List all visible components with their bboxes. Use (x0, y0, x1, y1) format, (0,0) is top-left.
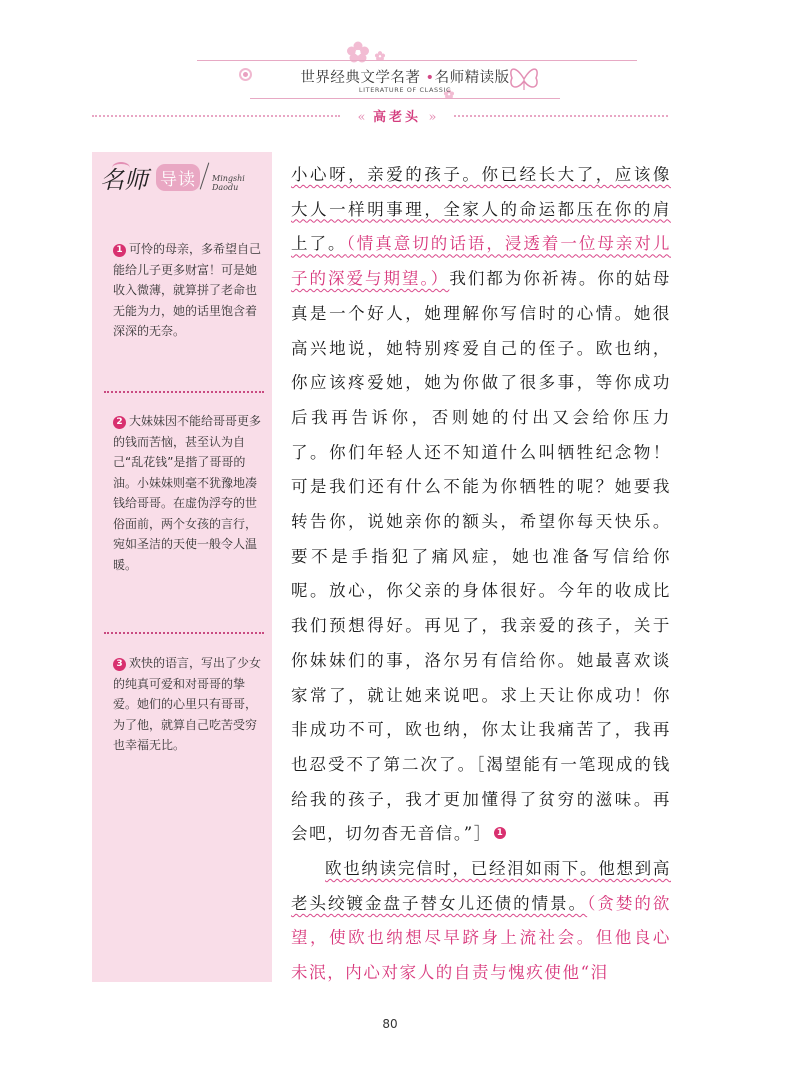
header-dotted-rule-left (92, 115, 340, 117)
note-number-badge: 3 (113, 658, 126, 671)
swirl-ornament-icon (112, 162, 130, 174)
header-rule-top (197, 60, 637, 61)
guide-note-3: 3 欢快的语言，写出了少女的纯真可爱和对哥哥的挚爱。她们的心里只有哥哥，为了他，就算自己吃苦受穷也幸福无比。 (113, 656, 262, 752)
underlined-text: 小心呀，亲爱的孩子。你已经长大了，应该像大人一样明事理，全家人的命运都压在你的肩上了。 (291, 165, 671, 254)
main-text (291, 158, 671, 991)
paragraph-narration (291, 852, 671, 991)
annotation-comment: （贪婪的欲望，使欧也纳想尽早跻身上流社会。但他良心未泯，内心对家人的自责与愧疚使他“泪 (291, 893, 672, 983)
series-title: 世界经典文学名著 •名师精读版 (300, 70, 510, 86)
note-divider (104, 632, 264, 634)
series-subtitle: LITERATURE OF CLASSIC (358, 86, 452, 94)
guide-note-2: 2 大妹妹因不能给哥哥更多的钱而苦恼，甚至认为自己“乱花钱”是揩了哥哥的油。小妹妹则毫不犹豫地凑钱给哥哥。在虚伪浮夸的世俗面前，两个女孩的言行，宛如圣洁的天使一般令人温暖。 (113, 414, 262, 572)
underlined-text: 欧也纳读完信时，已经泪如雨下。他想到高老头绞镀金盘子替女儿还债的情景。 (291, 859, 671, 913)
note-number-badge: 2 (113, 416, 126, 429)
circle-ornament-icon (239, 68, 252, 81)
paragraph-letter: 小心呀，亲爱的孩子。你已经长大了，应该像大人一样明事理，全家人的命运都压在你的肩上了。（情真意切的话语，浸透着一位母亲对儿子的深爱与期望。）我们都为你祈祷。你的姑母真是一个好人，她理解你写信时的心情。她很高兴地说，她特别疼爱自己的侄子。欧也纳，你应该疼爱她，她为你做了很多事，等你成功后我再告诉你，否则她的付出又会给你压力了。你们年轻人还不知道什么叫牺牲纪念物！可是我们还有什么不能为你牺牲的呢？她要我转告你，说她亲你的额头，希望你每天快乐。要不是手指犯了痛风症，她也准备写信给你呢。放心，你父亲的身体很好。今年的收成比我们预想得好。再见了，我亲爱的孩子，关于你妹妹们的事，洛尔另有信给你。她最喜欢谈家常了，就让她来说吧。求上天让你成功！你非成功不可，欧也纳，你太让我痛苦了，我再也忍受不了第二次了。［渴望能有一笔现成的钱给我的孩子，我才更加懂得了贫穷的滋味。再会吧，切勿杳无音信。”］ 1 (291, 165, 672, 844)
guide-heading: 名师 导读 Mingshi Daodu (100, 160, 272, 194)
page-number: 80 (382, 1017, 398, 1031)
guide-note-1: 1 可怜的母亲，多希望自己能给儿子更多财富！可是她收入微薄，就算拼了老命也无能为力，她的话里饱含着深深的无奈。 (113, 242, 262, 338)
header-dotted-rule-right (454, 115, 668, 117)
note-reference-badge: 1 (494, 827, 506, 839)
header-rule-bottom (250, 98, 560, 99)
note-divider (104, 391, 264, 393)
slash-divider (200, 163, 210, 190)
annotation-comment: （情真意切的话语，浸透着一位母亲对儿子的深爱与期望。） (291, 234, 671, 289)
chapter-title: « 高老头 » (357, 110, 437, 125)
note-number-badge: 1 (113, 244, 126, 257)
